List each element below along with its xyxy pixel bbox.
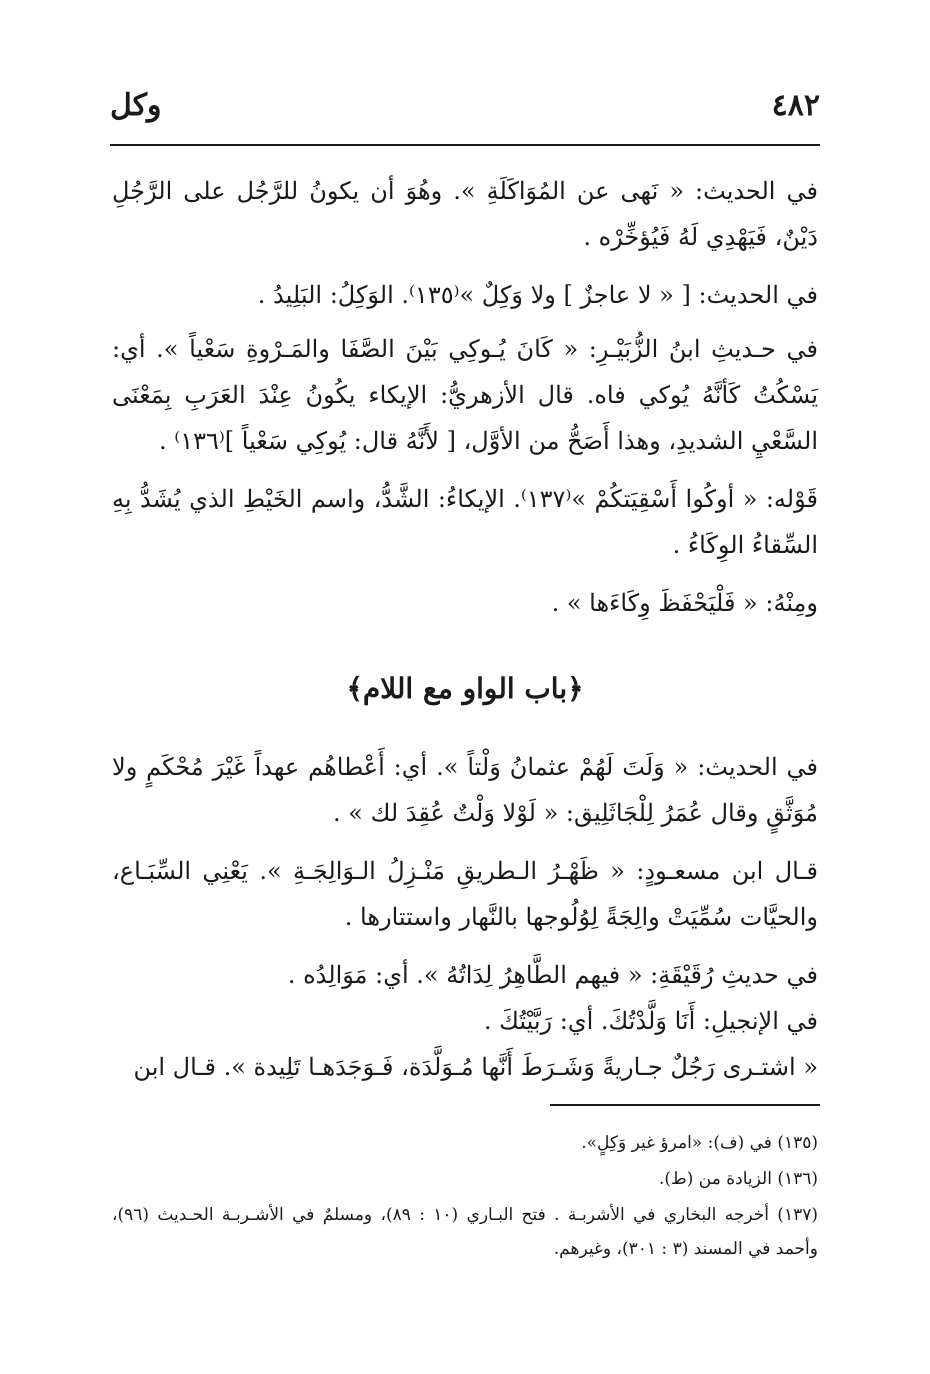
- paragraph: في الحديث: « نَهى عن المُوَاكَلَةِ ». وهُوَ أن يكونُ للرَّجُل على الرَّجُلِ دَيْنٌ، فَيَهْدِي لَهُ فَيُؤخِّرْه .: [112, 177, 818, 251]
- paragraph: « اشتـرى رَجُلٌ جـاريةً وَشَـرَطَ أَنَّها مُـوَلَّدَة، فَـوَجَدَهـا تَلِيدة ». قـال ابن: [133, 1053, 818, 1081]
- footnote: (١٣٥) في (ف): «امرؤ غير وَكِلٍ».: [581, 1133, 818, 1153]
- paragraph: في حديثِ رُقَيْقَةِ: « فيهم الطَّاهِرُ لِدَاتُهُ ». أي: مَوَالِدُه .: [287, 961, 818, 989]
- paragraph: قـال ابن مسعـودٍ: « ظَهْـرُ الـطريقِ مَنْـزِلُ الـوَالِجَـةِ ». يَعْنِي السِّبَـاع، والحيَّات سُمِّيَتْ والِجَةً لِوُلُوجها بالنَّهار واستتارها .: [112, 857, 818, 931]
- paragraph: في الإنجيلِ: أَنَا وَلَّدْتُكَ. أي: رَبَّيْتُكَ .: [483, 1007, 818, 1035]
- footnote: (١٣٦) الزيادة من (ط).: [659, 1169, 818, 1189]
- paragraph: في الحديث: « وَلَتَ لَهُمْ عثمانُ وَلْتاً ». أي: أَعْطاهُم عهداً غَيْرَ مُحْكَمٍ ولا مُوَثَّقٍ وقال عُمَرُ لِلْجَاثَلِيق: « لَوْلا وَلْتٌ عُقِدَ لك » .: [112, 753, 819, 827]
- paragraph: قَوْله: « أوكُوا أَسْقِيَتكُمْ »⁽١٣٧⁾. الإيكاءُ: الشَّدُّ، واسم الخَيْطِ الذي يُشَدُّ بِهِ السِّقاءُ الوِكَاءُ .: [112, 485, 818, 559]
- footnotes: [112, 1126, 818, 1268]
- header-rule: [110, 144, 820, 146]
- page-header: [110, 88, 820, 136]
- body-text: [112, 168, 818, 1090]
- footnote: (١٣٧) أخرجه البخاري في الأشربـة . فتح البـاري (١٠ : ٨٩)، ومسلمٌ في الأشـربـة الحـديث (٩٦)، وأحمد في المسند (٣ : ٣٠١)، وغيرهم.: [112, 1205, 818, 1259]
- page-number: ٤٨٢: [771, 88, 820, 123]
- running-head: وكل: [110, 88, 162, 123]
- paragraph: ومِنْهُ: « فَلْيَحْفَظَ وِكَاءَها » .: [551, 589, 818, 617]
- section-title: ﴿باب الواو مع اللام﴾: [346, 672, 584, 705]
- paragraph: في الحديث: [ « لا عاجزٌ ] ولا وَكِلٌ »⁽١٣٥⁾. الوَكِلُ: البَلِيدُ .: [257, 281, 818, 309]
- footnote-rule: [550, 1104, 820, 1106]
- paragraph: في حـديثِ ابنُ الزُّبَيْـرِ: « كَانَ يُـوكِي بَيْنَ الصَّفَا والمَـرْوةِ سَعْياً ». أي: يَسْكُتُ كَأنَّهُ يُوكي فاه. قال الأزهريُّ: الإيكاء يكُونُ عِنْدَ العَرَبِ بِمَعْنَى السَّعْيِ الشديدِ، وهذا أَصَحُّ من الأوَّل، [ لأَنَّهُ قال: يُوكِي سَعْياً ]⁽١٣٦⁾ .: [112, 335, 818, 455]
